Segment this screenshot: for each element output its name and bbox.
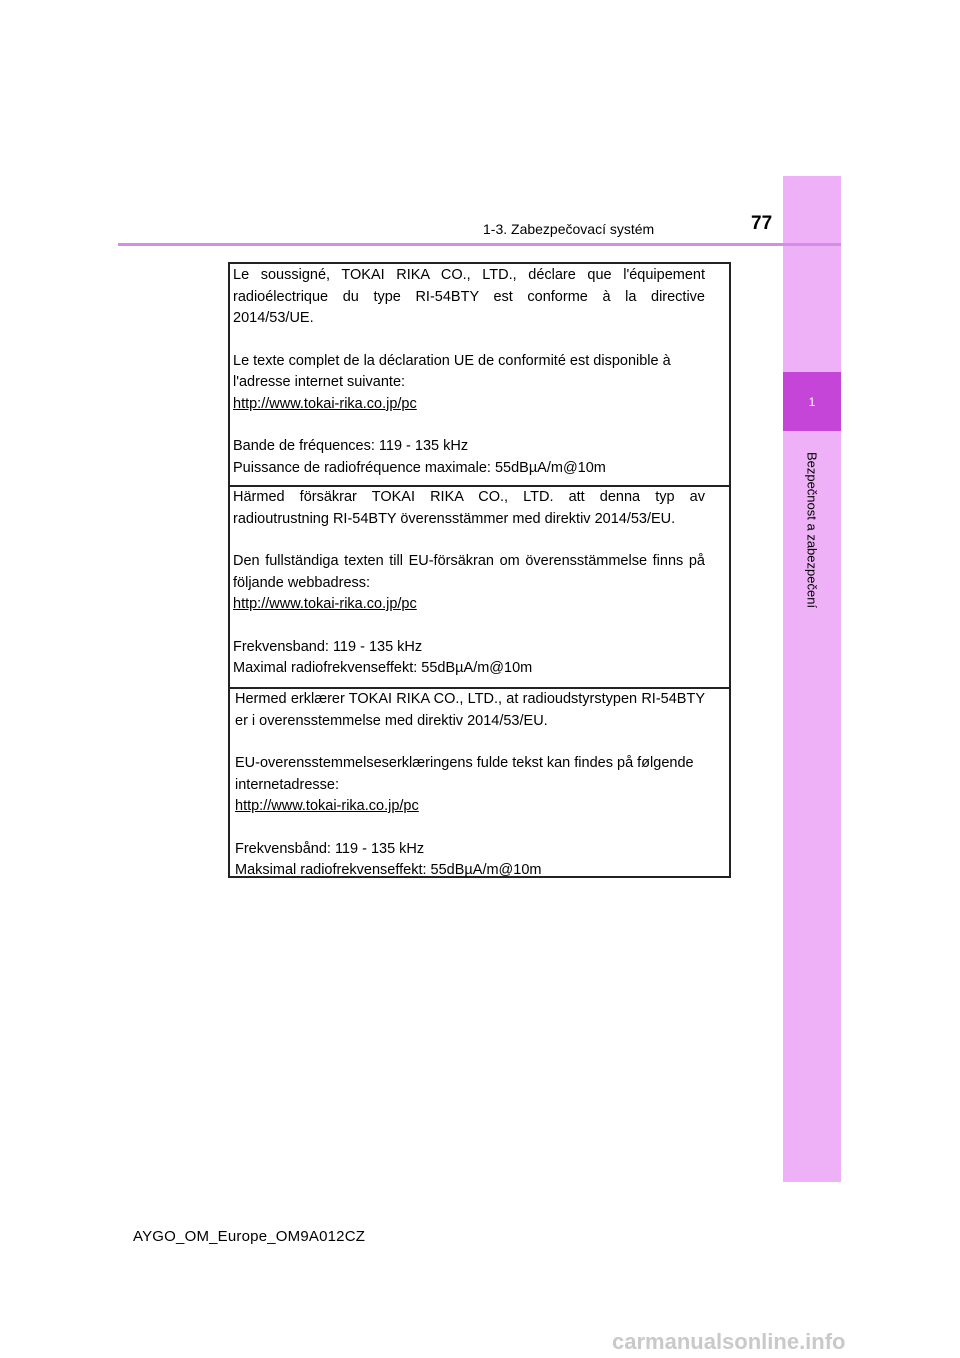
declaration-availability: EU-overensstemmelseserklæringens fulde tekst kan findes på følgende internetadresse:: [235, 755, 694, 793]
chapter-number: 1: [808, 394, 816, 409]
header-divider: [118, 243, 841, 246]
max-power: Maximal radiofrekvenseffekt: 55dBµA/m@10m: [233, 660, 533, 676]
declaration-availability: Le texte complet de la déclaration UE de conformité est disponible à l'adresse internet suivante:: [233, 352, 671, 390]
declaration-url-link[interactable]: http://www.tokai-rika.co.jp/pc: [235, 798, 419, 814]
declaration-statement: Hermed erklærer TOKAI RIKA CO., LTD., at radioudstyrstypen RI-54BTY er i overensstemmelse med direktiv 2014/53/EU.: [235, 691, 705, 729]
declaration-url-link[interactable]: http://www.tokai-rika.co.jp/pc: [233, 596, 417, 612]
document-id: AYGO_OM_Europe_OM9A012CZ: [133, 1228, 366, 1245]
declaration-url-link[interactable]: http://www.tokai-rika.co.jp/pc: [233, 395, 417, 412]
frequency-band: Frekvensbånd: 119 - 135 kHz: [235, 840, 425, 857]
declaration-availability: Den fullständiga texten till EU-försäkran om överensstämmelse finns på följande webbadress:: [233, 553, 705, 591]
max-power: Maksimal radiofrekvenseffekt: 55dBµA/m@10m: [235, 862, 542, 878]
chapter-side-tab: [783, 176, 841, 1182]
declaration-french: [230, 264, 729, 485]
declaration-danish: [230, 687, 729, 880]
page-number: 77: [751, 213, 773, 234]
section-title: 1-3. Zabezpečovací systém: [483, 221, 655, 237]
chapter-number-badge: [783, 372, 841, 431]
declaration-swedish: [230, 485, 729, 687]
frequency-band: Bande de fréquences: 119 - 135 kHz: [233, 438, 469, 454]
frequency-band: Frekvensband: 119 - 135 kHz: [233, 638, 423, 655]
chapter-title-vertical: Bezpečnost a zabezpečení: [804, 451, 820, 609]
site-watermark: carmanualsonline.info: [612, 1329, 846, 1354]
declaration-box: [228, 262, 731, 878]
declaration-statement: Le soussigné, TOKAI RIKA CO., LTD., déclare que l'équipement radioélectrique du type RI-54BTY est conforme à la directive 2014/53/UE.: [233, 267, 705, 326]
max-power: Puissance de radiofréquence maximale: 55dBµA/m@10m: [233, 459, 606, 476]
declaration-statement: Härmed försäkrar TOKAI RIKA CO., LTD. att denna typ av radioutrustning RI-54BTY överensstämmer med direktiv 2014/53/EU.: [233, 489, 705, 527]
